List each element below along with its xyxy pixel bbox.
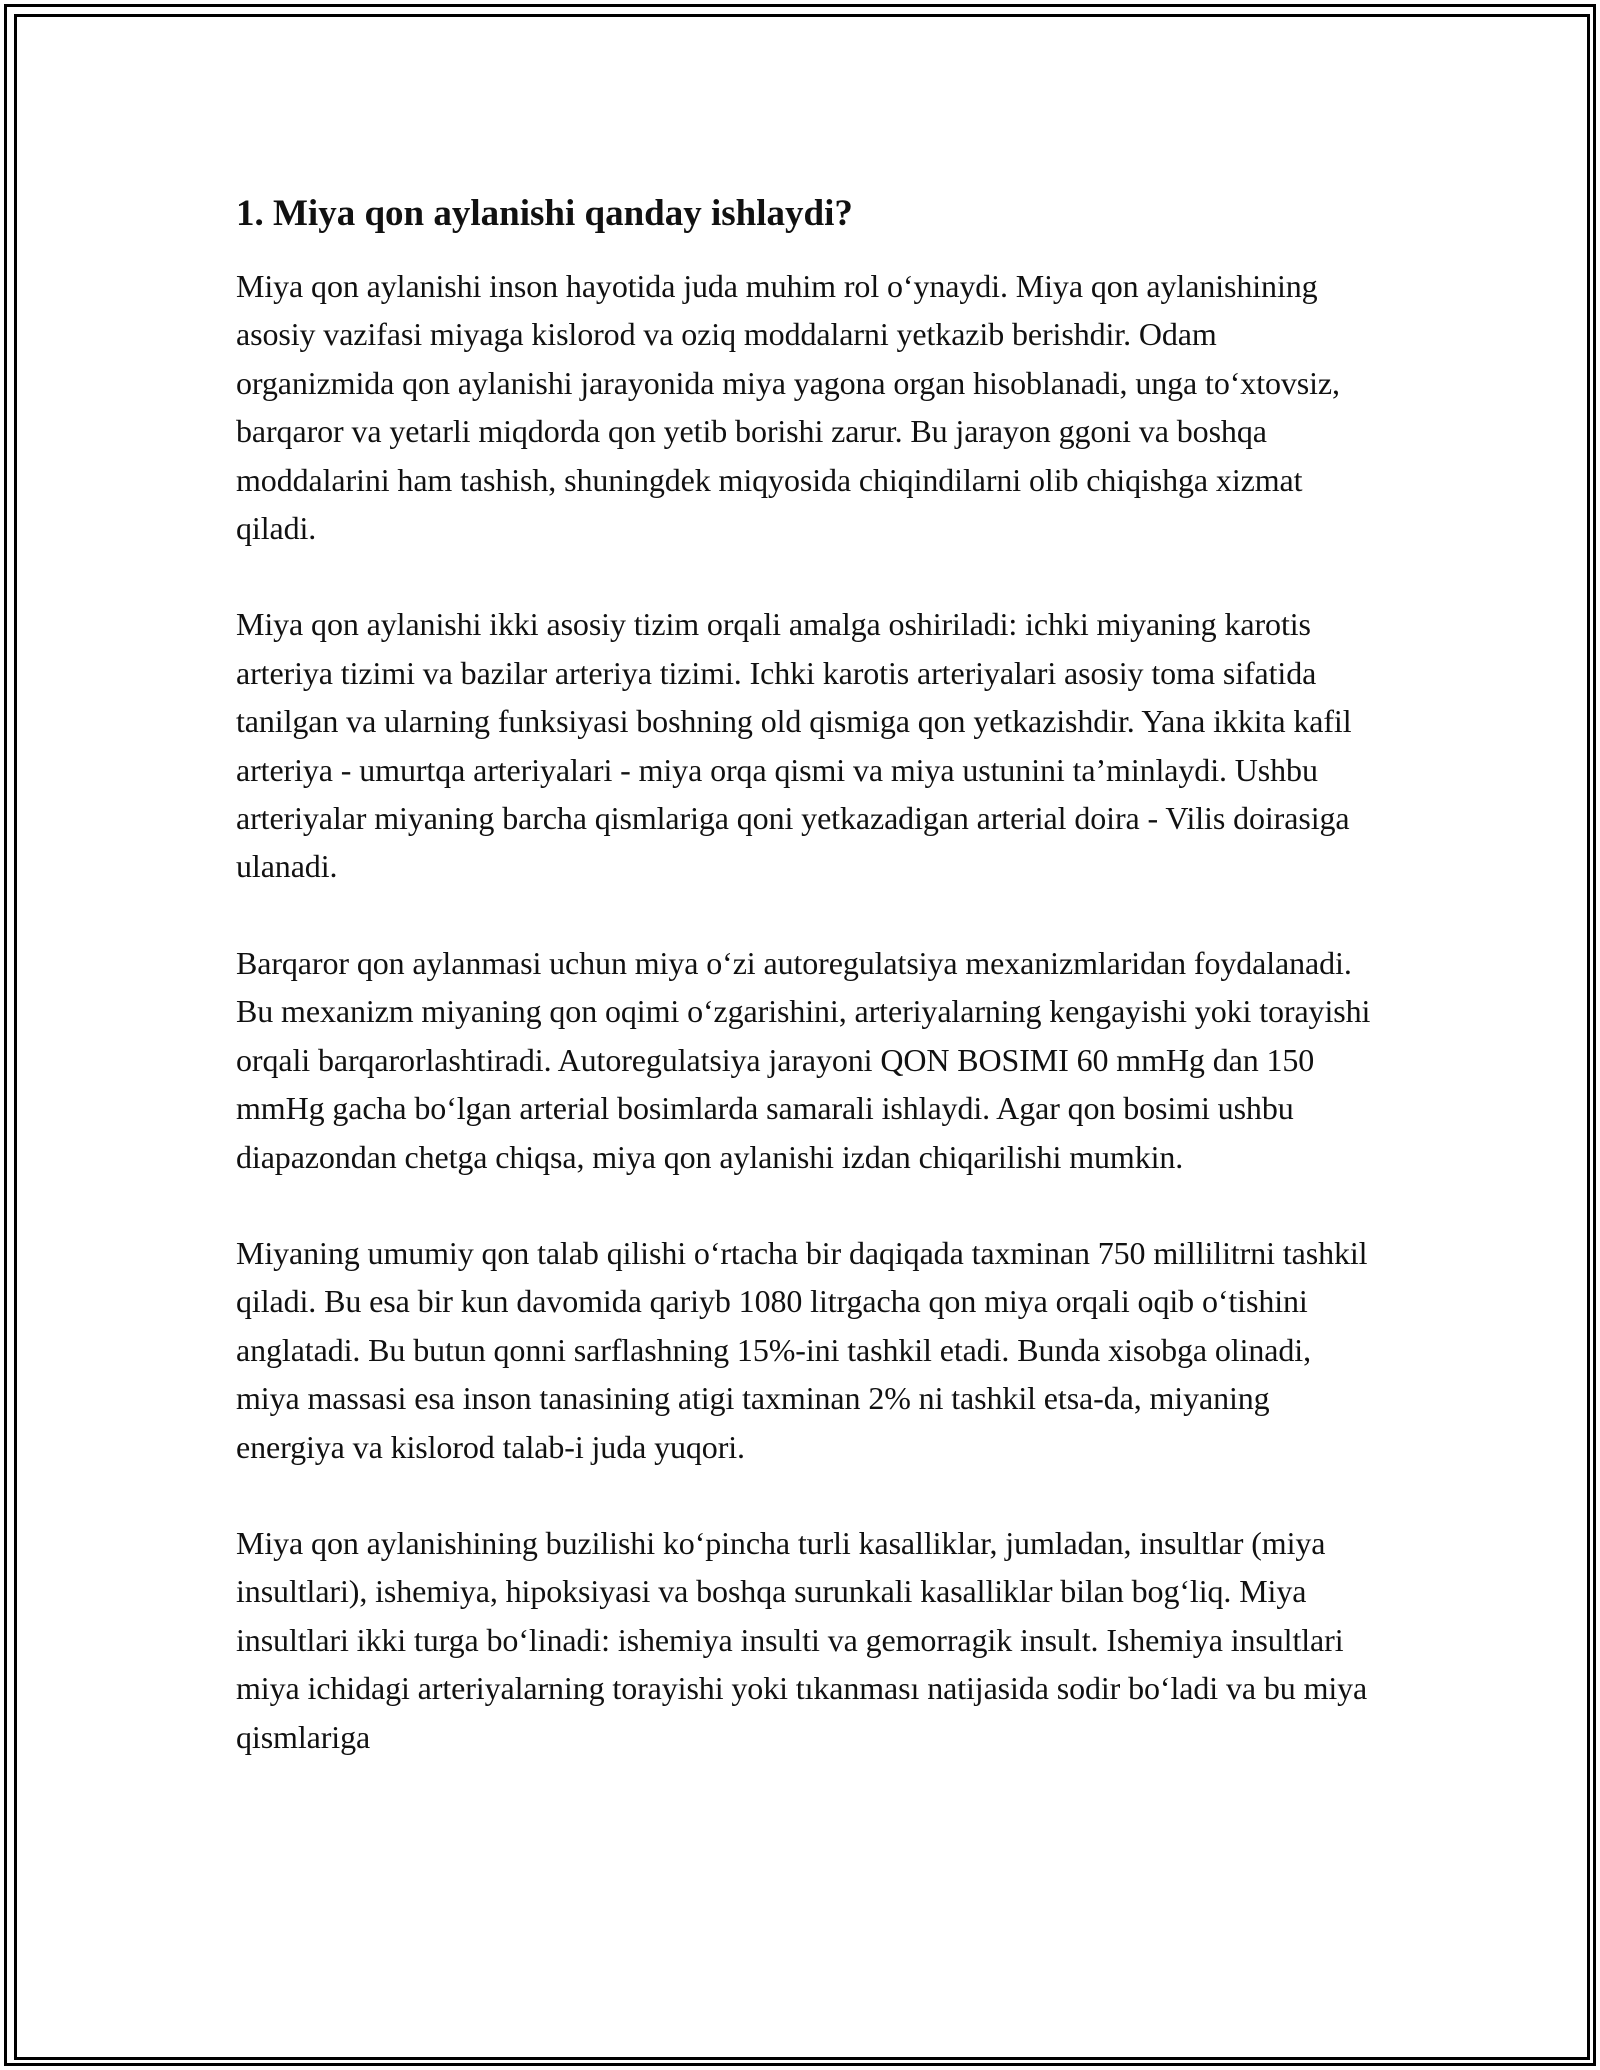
paragraph-5: Miya qon aylanishining buzilishi ko‘pincha turli kasalliklar, jumladan, insultlar (miya insultlari), ishemiya, hipoksiyasi va boshqa surunkali kasalliklar bilan bog‘liq. Miya insultlari ikki turga bo‘linadi: ishemiya insulti va gemorragik insult. Ishemiya insultlari miya ichidagi arteriyalarning torayishi yoki tıkanması natijasida sodir bo‘ladi va bu miya qismlariga bbox=[236, 1524, 1368, 1755]
paragraph-4: Miyaning umumiy qon talab qilishi o‘rtacha bir daqiqada taxminan 750 millilitrni tashkil qiladi. Bu esa bir kun davomida qariyb 1080 litrgacha qon miya orqali oqib o‘tishini anglatadi. Bu butun qonni sarflashning 15%-ini tashkil etadi. Bunda xisobga olinadi, miya massasi esa inson tanasining atigi taxminan 2% ni tashkil etsa-da, miyaning energiya va kislorod talab-i juda yuqori. bbox=[236, 1234, 1368, 1465]
paragraph-1: Miya qon aylanishi inson hayotida juda muhim rol o‘ynaydi. Miya qon aylanishining asosiy vazifasi miyaga kislorod va oziq moddalarni yetkazib berishdir. Odam organizmida qon aylanishi jarayonida miya yagona organ hisoblanadi, unga to‘xtovsiz, barqaror va yetarli miqdorda qon yetib borishi zarur. Bu jarayon ggoni va boshqa moddalarini ham tashish, shuningdek miqyosida chiqindilarni olib chiqishga xizmat qiladi. bbox=[236, 268, 1340, 547]
section-heading: 1. Miya qon aylanishi qanday ishlaydi? bbox=[236, 193, 853, 234]
paragraph-2: Miya qon aylanishi ikki asosiy tizim orqali amalga oshiriladi: ichki miyaning karotis arteriya tizimi va bazilar arteriya tizimi. Ichki karotis arteriyalari asosiy toma sifatida tanilgan va ularning funksiyasi boshning old qismiga qon yetkazishdir. Yana ikkita kafil arteriya - umurtqa arteriyalari - miya orqa qismi va miya ustunini ta’minlaydi. Ushbu arteriyalar miyaning barcha qismlariga qoni yetkazadigan arterial doira - Vilis doirasiga ulanadi. bbox=[236, 606, 1352, 885]
paragraph-3: Barqaror qon aylanmasi uchun miya o‘zi autoregulatsiya mexanizmlaridan foydalanadi. Bu mexanizm miyaning qon oqimi o‘zgarishini, arteriyalarning kengayishi yoki torayishi orqali barqarorlashtiradi. Autoregulatsiya jarayoni QON BOSIMI 60 mmHg dan 150 mmHg gacha bo‘lgan arterial bosimlarda samarali ishlaydi. Agar qon bosimi ushbu diapazondan chetga chiqsa, miya qon aylanishi izdan chiqarilishi mumkin. bbox=[236, 944, 1371, 1175]
document-body bbox=[236, 190, 1376, 1761]
